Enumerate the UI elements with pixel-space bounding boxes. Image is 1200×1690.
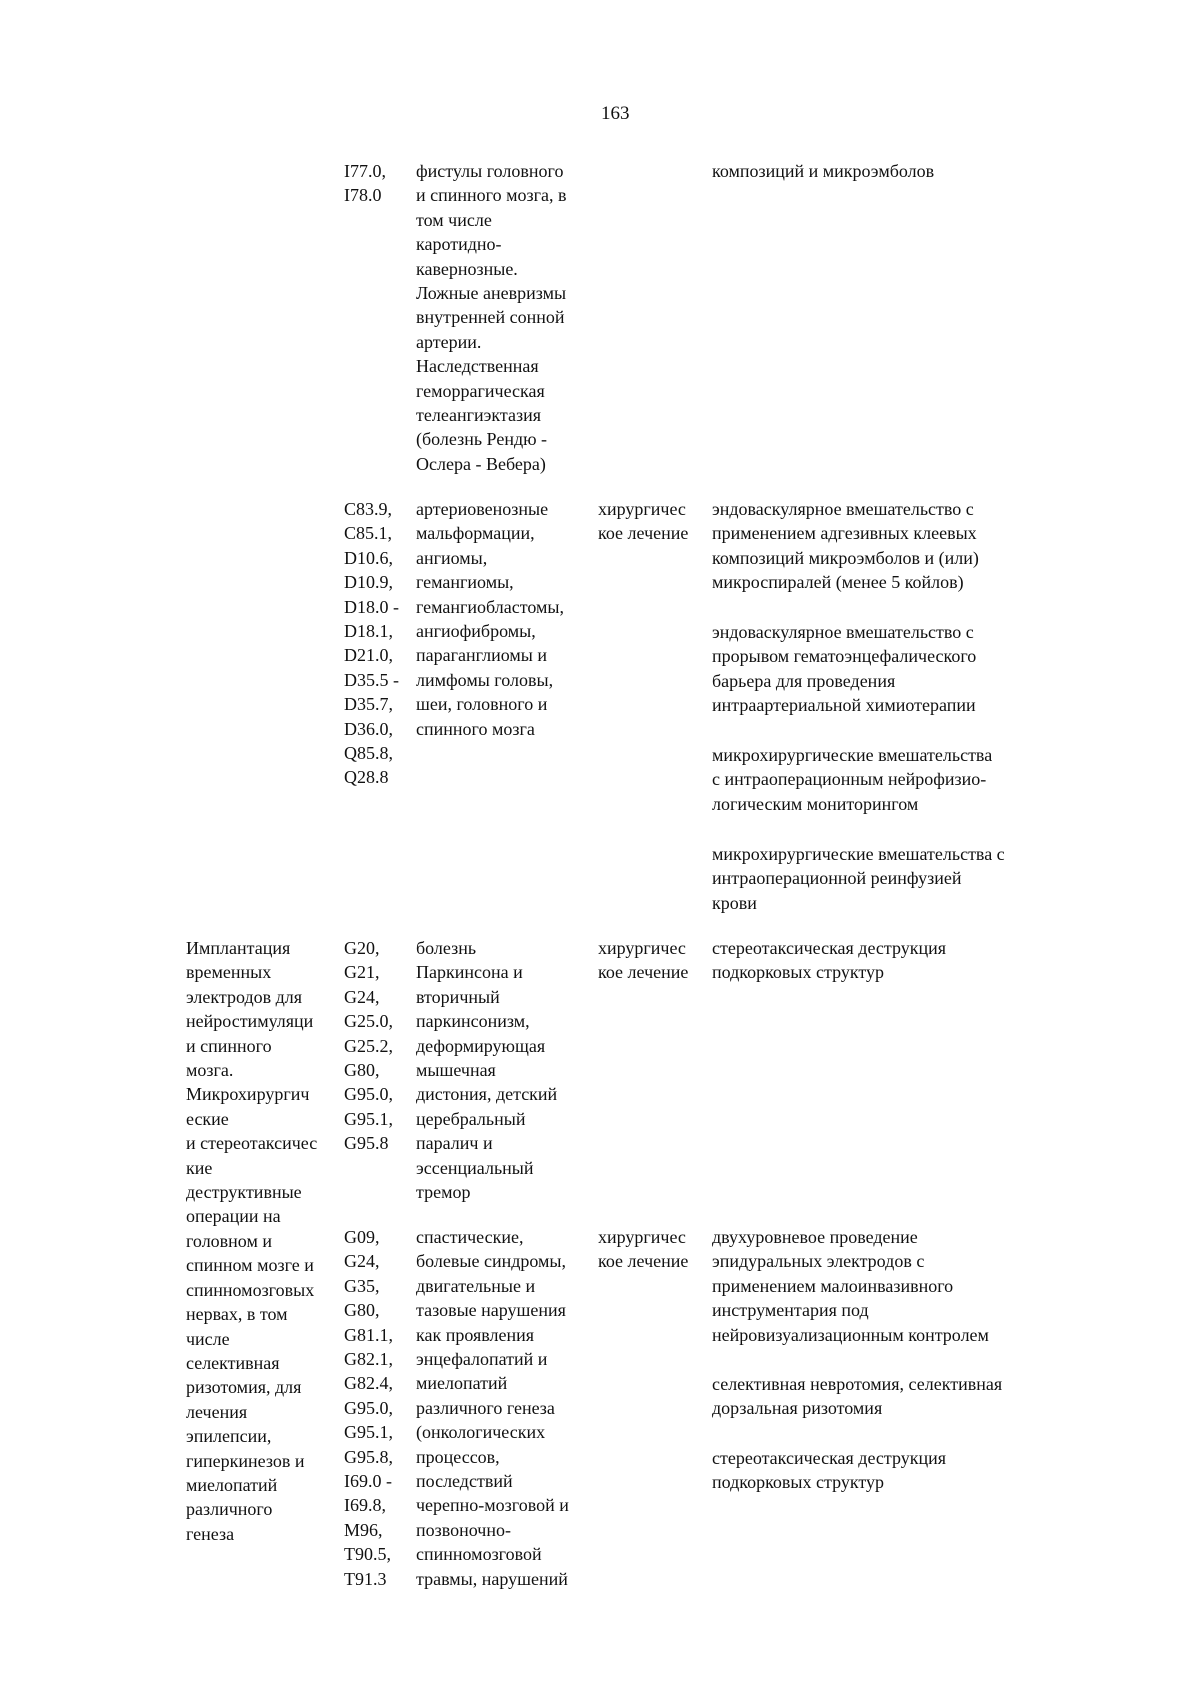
text-line: селективная невротомия, селективная (712, 1374, 1003, 1394)
text-line: M96, (344, 1519, 383, 1540)
text-line: эпидуральных электродов с (712, 1251, 925, 1272)
text-line: и спинного (186, 1035, 272, 1056)
text-line: операции на (186, 1206, 281, 1227)
row4-method-1 (712, 1225, 989, 1347)
text-line: спинномозговых (186, 1279, 315, 1300)
text-line: Q28.8 (344, 767, 389, 788)
text-line: кавернозные. (416, 258, 518, 279)
row1-method (712, 159, 934, 183)
text-line: микроспиралей (менее 5 койлов) (712, 572, 964, 593)
text-line: подкорковых структур (712, 962, 885, 983)
text-line: I77.0, (344, 161, 386, 181)
text-line: электродов для (186, 986, 303, 1007)
text-line: травмы, нарушений (416, 1568, 568, 1589)
text-line: G80, (344, 1300, 380, 1321)
row2-method-4 (712, 842, 1005, 915)
page-number: 163 (601, 103, 630, 124)
row2-method-2 (712, 620, 976, 718)
text-line: эндоваскулярное вмешательство с (712, 499, 974, 519)
text-line: кие (186, 1157, 213, 1178)
text-line: D35.5 - (344, 669, 399, 690)
text-line: спинном мозге и (186, 1255, 314, 1276)
text-line: артерии. (416, 331, 482, 352)
text-line: энцефалопатий и (416, 1349, 548, 1370)
text-line: артериовенозные (416, 499, 549, 519)
text-line: стереотаксическая деструкция (712, 1448, 947, 1468)
text-line: геморрагическая (416, 380, 545, 401)
text-line: D10.6, (344, 547, 393, 568)
row2-method-3 (712, 743, 992, 816)
text-line: внутренней сонной (416, 307, 565, 328)
text-line: композиций микроэмболов и (или) (712, 547, 979, 568)
text-line: двухуровневое проведение (712, 1227, 918, 1247)
text-line: дорзальная ризотомия (712, 1398, 883, 1419)
section-name (186, 936, 317, 1546)
text-line: хирургичес (598, 499, 686, 519)
text-line: (болезнь Рендю - (416, 429, 548, 450)
text-line: телеангиэктазия (416, 405, 542, 426)
text-line: логическим мониторингом (712, 793, 919, 814)
text-line: церебральный (416, 1108, 526, 1129)
text-line: и стереотаксичес (186, 1133, 318, 1154)
row2-diagnosis (416, 497, 564, 741)
text-line: I69.8, (344, 1495, 386, 1516)
row2-codes (344, 497, 399, 790)
text-line: хирургичес (598, 1227, 686, 1247)
text-line: I69.0 - (344, 1471, 392, 1492)
text-line: генеза (186, 1523, 235, 1544)
text-line: лечения (186, 1401, 248, 1422)
text-line: вторичный (416, 986, 500, 1007)
text-line: фистулы головного (416, 161, 564, 181)
text-line: кое лечение (598, 523, 689, 544)
text-line: G81.1, (344, 1324, 393, 1345)
text-line: барьера для проведения (712, 670, 896, 691)
text-line: гемангиомы, (416, 572, 514, 593)
text-line: G95.8, (344, 1446, 393, 1467)
row3-diagnosis (416, 936, 557, 1204)
text-line: паркинсонизм, (416, 1011, 530, 1032)
text-line: и спинного мозга, в (416, 185, 567, 206)
text-line: мозга. (186, 1060, 234, 1081)
text-line: кое лечение (598, 962, 689, 983)
text-line: нейровизуализационным контролем (712, 1324, 989, 1345)
text-line: G95.1, (344, 1108, 393, 1129)
text-line: G09, (344, 1227, 380, 1247)
text-line: ангиомы, (416, 547, 488, 568)
text-line: деструктивные (186, 1182, 302, 1203)
text-line: интраартериальной химиотерапии (712, 695, 976, 716)
text-line: D18.1, (344, 621, 393, 642)
text-line: паралич и (416, 1133, 493, 1154)
text-line: болевые синдромы, (416, 1251, 567, 1272)
text-line: стереотаксическая деструкция (712, 938, 947, 958)
text-line: ангиофибромы, (416, 621, 536, 642)
text-line: лимфомы головы, (416, 669, 554, 690)
text-line: композиций и микроэмболов (712, 161, 935, 181)
text-line: различного генеза (416, 1397, 555, 1418)
text-line: T91.3 (344, 1568, 387, 1589)
text-line: спинного мозга (416, 718, 535, 739)
text-line: черепно-мозговой и (416, 1495, 569, 1516)
text-line: G95.0, (344, 1084, 393, 1105)
text-line: G95.1, (344, 1422, 393, 1443)
text-line: Q85.8, (344, 743, 393, 764)
text-line: нейростимуляци (186, 1011, 314, 1032)
text-line: болезнь (416, 938, 477, 958)
text-line: как проявления (416, 1324, 535, 1345)
text-line: G82.4, (344, 1373, 393, 1394)
text-line: тремор (416, 1182, 471, 1203)
text-line: эпилепсии, (186, 1426, 272, 1447)
text-line: применением адгезивных клеевых (712, 523, 977, 544)
text-line: D35.7, (344, 694, 393, 715)
text-line: селективная (186, 1352, 280, 1373)
text-line: интраоперационной реинфузией (712, 868, 962, 889)
text-line: миелопатий (416, 1373, 508, 1394)
text-line: G25.0, (344, 1011, 393, 1032)
text-line: числе (186, 1328, 230, 1349)
row4-method-2 (712, 1372, 1002, 1421)
text-line: головном и (186, 1230, 272, 1251)
row4-treatment (598, 1225, 688, 1274)
text-line: каротидно- (416, 234, 502, 255)
text-line: гемангиобластомы, (416, 596, 564, 617)
text-line: G82.1, (344, 1349, 393, 1370)
text-line: последствий (416, 1471, 513, 1492)
row3-codes (344, 936, 393, 1156)
text-line: различного (186, 1499, 273, 1520)
text-line: мальформации, (416, 523, 535, 544)
text-line: микрохирургические вмешательства (712, 745, 993, 765)
text-line: D36.0, (344, 718, 393, 739)
text-line: инструментария под (712, 1300, 869, 1321)
row3-treatment (598, 936, 688, 985)
text-line: T90.5, (344, 1544, 391, 1565)
text-line: дистония, детский (416, 1084, 558, 1105)
row2-method-1 (712, 497, 979, 595)
row3-method (712, 936, 946, 985)
text-line: с интраоперационным нейрофизио- (712, 769, 987, 790)
text-line: D21.0, (344, 645, 393, 666)
text-line: шеи, головного и (416, 694, 548, 715)
text-line: двигательные и (416, 1275, 536, 1296)
text-line: G24, (344, 986, 380, 1007)
row4-diagnosis (416, 1225, 569, 1591)
text-line: G25.2, (344, 1035, 393, 1056)
text-line: микрохирургические вмешательства с (712, 844, 1005, 864)
text-line: Паркинсона и (416, 962, 523, 983)
text-line: эндоваскулярное вмешательство с (712, 622, 974, 642)
text-line: хирургичес (598, 938, 686, 958)
row2-treatment (598, 497, 688, 546)
text-line: еские (186, 1108, 229, 1129)
text-line: G95.8 (344, 1133, 389, 1154)
row1-codes (344, 159, 386, 208)
text-line: спинномозговой (416, 1544, 542, 1565)
text-line: I78.0 (344, 185, 382, 206)
text-line: G95.0, (344, 1397, 393, 1418)
text-line: G35, (344, 1275, 380, 1296)
row1-diagnosis (416, 159, 566, 476)
text-line: Микрохирургич (186, 1084, 310, 1105)
text-line: C83.9, (344, 499, 393, 519)
text-line: C85.1, (344, 523, 393, 544)
text-line: спастические, (416, 1227, 524, 1247)
text-line: эссенциальный (416, 1157, 534, 1178)
text-line: G21, (344, 962, 380, 983)
text-line: G24, (344, 1251, 380, 1272)
text-line: процессов, (416, 1446, 500, 1467)
row4-method-3 (712, 1446, 946, 1495)
text-line: (онкологических (416, 1422, 546, 1443)
text-line: D18.0 - (344, 596, 399, 617)
text-line: крови (712, 892, 757, 913)
text-line: тазовые нарушения (416, 1300, 566, 1321)
text-line: гиперкинезов и (186, 1450, 305, 1471)
text-line: том числе (416, 209, 492, 230)
text-line: ризотомия, для (186, 1377, 302, 1398)
text-line: миелопатий (186, 1474, 278, 1495)
text-line: применением малоинвазивного (712, 1275, 954, 1296)
text-line: деформирующая (416, 1035, 546, 1056)
text-line: Имплантация (186, 938, 291, 958)
text-line: Наследственная (416, 356, 539, 377)
text-line: позвоночно- (416, 1519, 511, 1540)
text-line: прорывом гематоэнцефалического (712, 646, 977, 667)
text-line: параганглиомы и (416, 645, 547, 666)
text-line: подкорковых структур (712, 1472, 885, 1493)
text-line: Ложные аневризмы (416, 283, 567, 304)
text-line: G20, (344, 938, 380, 958)
text-line: G80, (344, 1060, 380, 1081)
text-line: нервах, в том (186, 1304, 288, 1325)
text-line: кое лечение (598, 1251, 689, 1272)
text-line: Ослера - Вебера) (416, 453, 546, 474)
text-line: временных (186, 962, 272, 983)
text-line: D10.9, (344, 572, 393, 593)
text-line: мышечная (416, 1060, 496, 1081)
row4-codes (344, 1225, 393, 1591)
